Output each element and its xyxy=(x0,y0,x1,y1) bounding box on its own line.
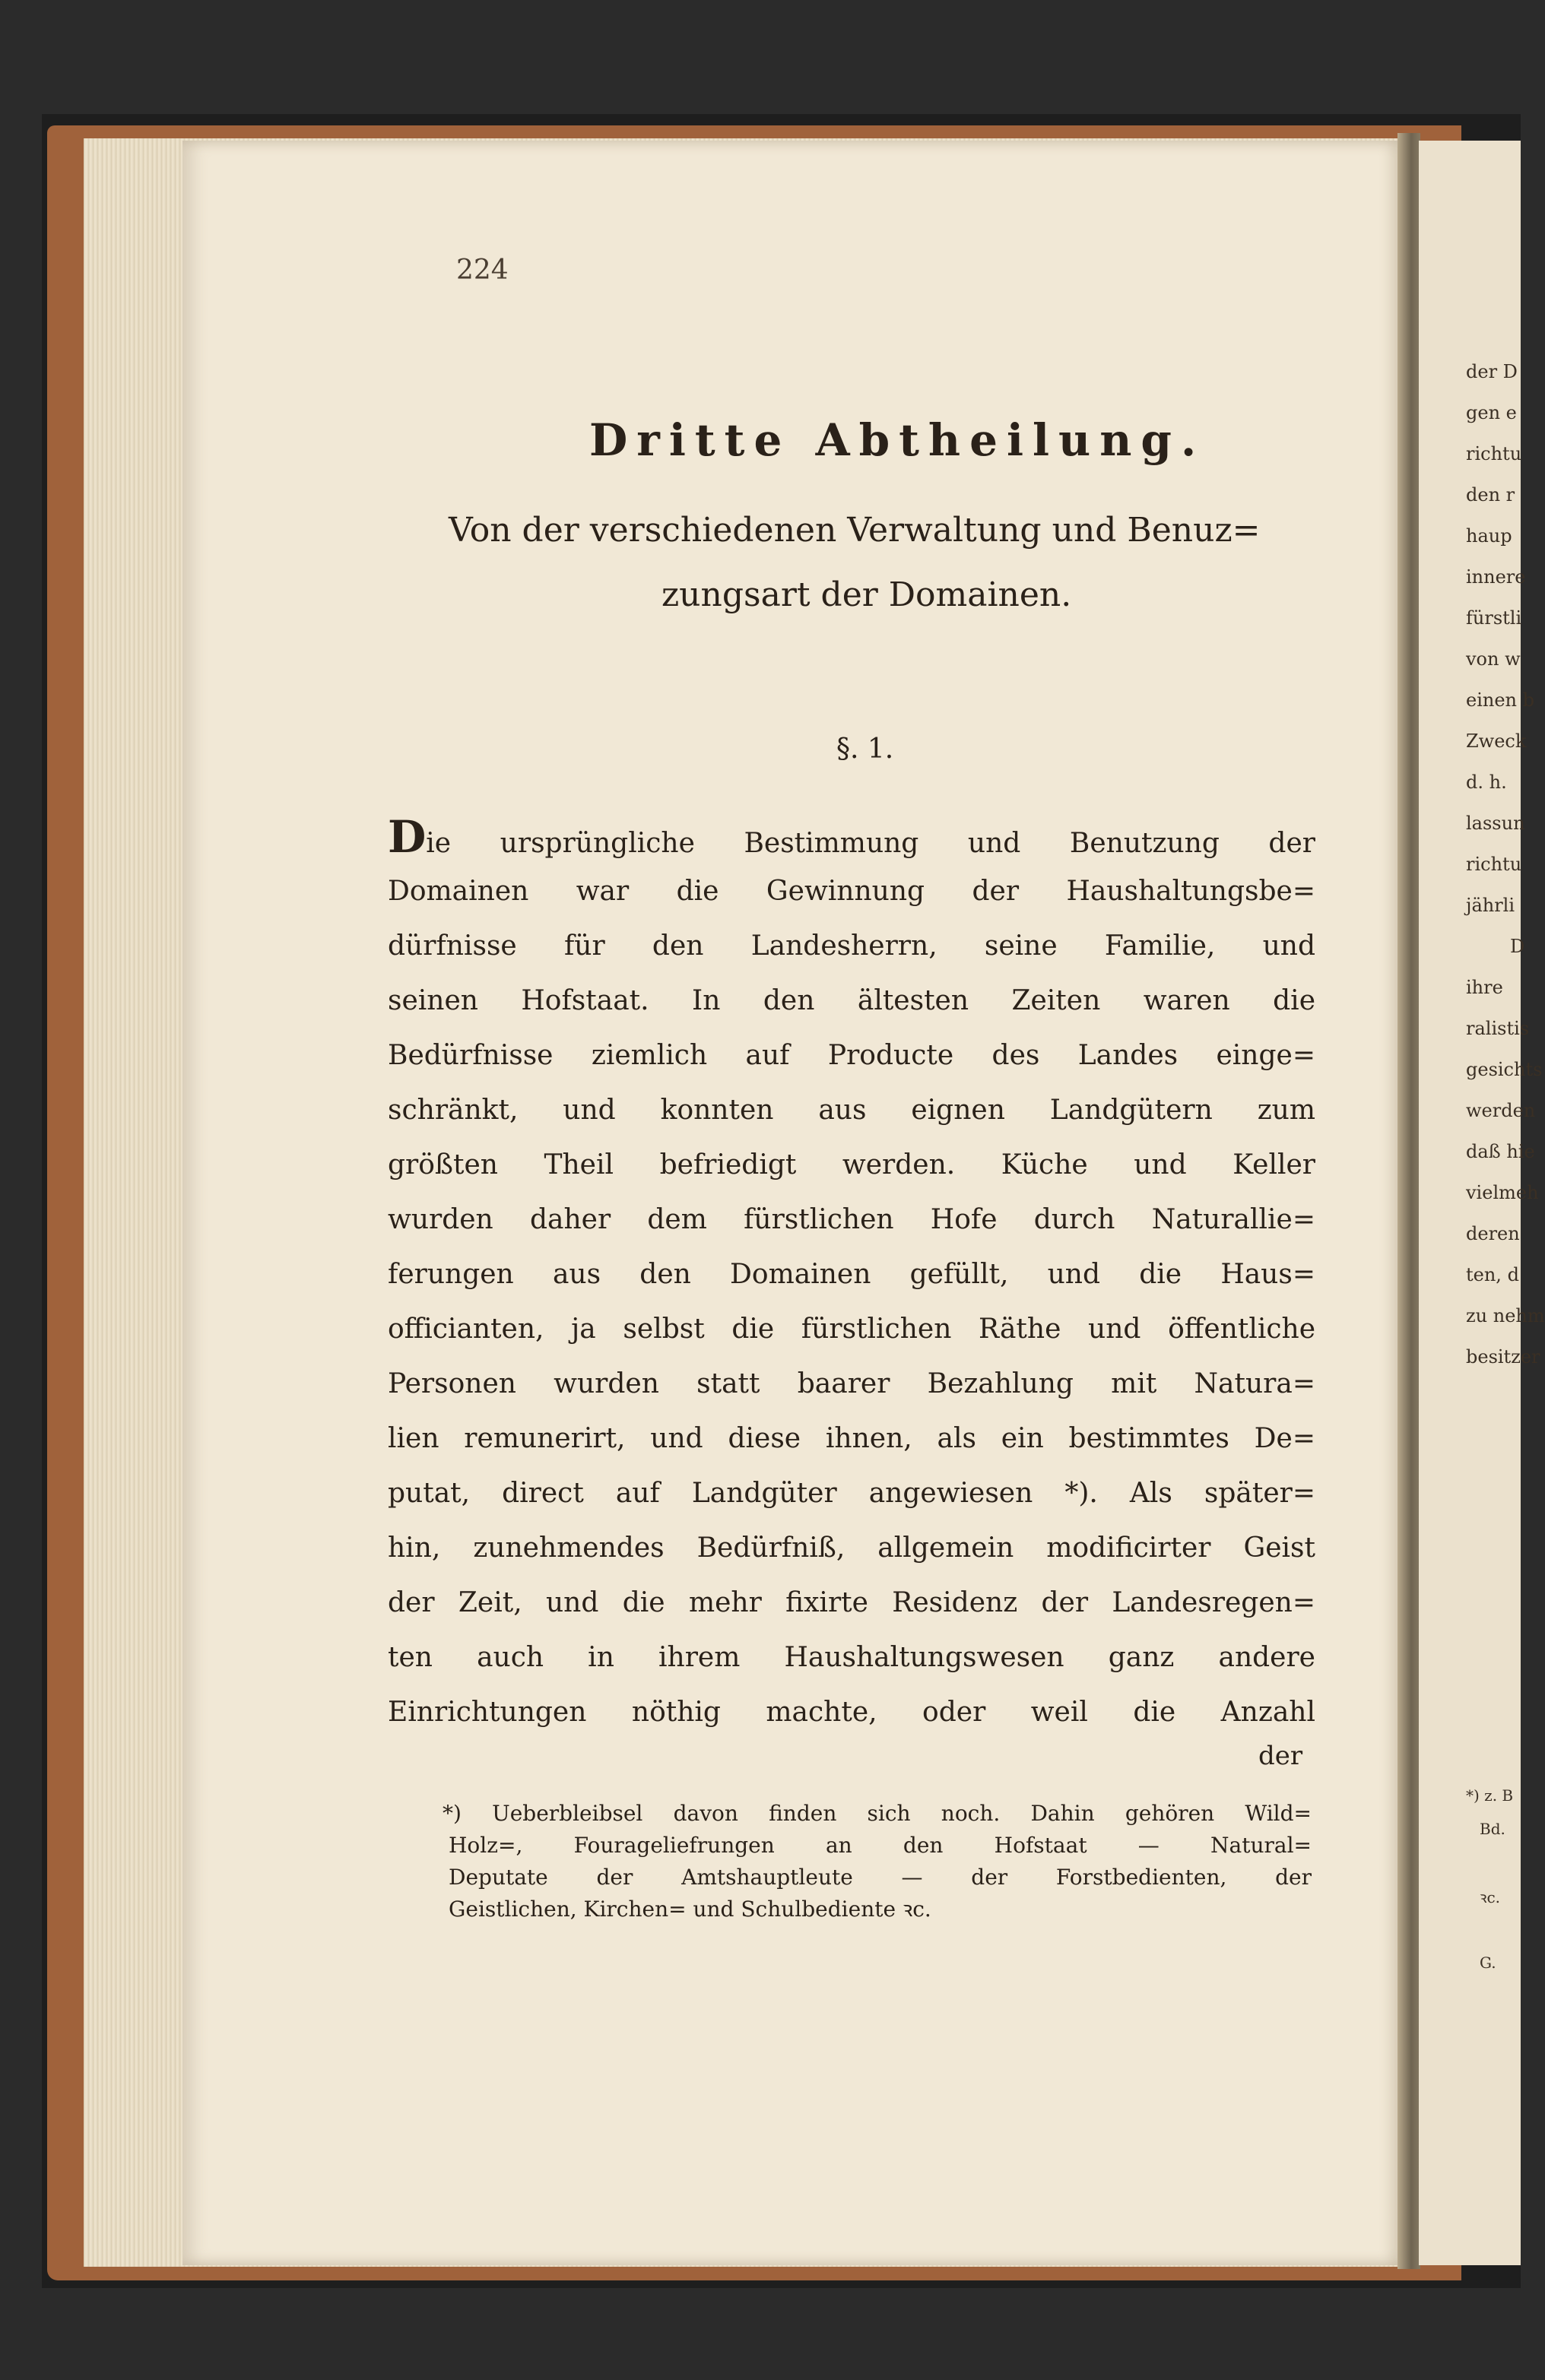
facing-page-fragment: zu nehm xyxy=(1466,1305,1545,1326)
footnote-line: Holz=, Fourageliefrungen an den Hofstaat — Natural= xyxy=(449,1833,1312,1858)
facing-page-fragment: gesichts xyxy=(1466,1059,1543,1080)
facing-page-fragment: innere xyxy=(1466,566,1526,588)
facing-page-fragment: D xyxy=(1510,936,1525,957)
facing-page-fragment: einen b xyxy=(1466,689,1534,711)
chapter-subtitle-line-2: zungsart der Domainen. xyxy=(661,575,1072,614)
body-line: größten Theil befriedigt werden. Küche und Keller xyxy=(388,1149,1315,1180)
body-text xyxy=(388,810,1315,1740)
facing-page xyxy=(1419,141,1545,2265)
catchword: der xyxy=(1258,1741,1303,1771)
body-line: putat, direct auf Landgüter angewiesen *). Als später= xyxy=(388,1478,1315,1509)
facing-page-footnote-fragment: Bd. xyxy=(1480,1820,1505,1838)
facing-page-footnote-fragment: *) z. B xyxy=(1466,1786,1514,1805)
facing-page-fragment: ten, d xyxy=(1466,1264,1519,1285)
facing-page-fragment: werden xyxy=(1466,1100,1536,1121)
chapter-subtitle-line-1: Von der verschiedenen Verwaltung und Benuz= xyxy=(449,511,1261,550)
body-line: wurden daher dem fürstlichen Hofe durch Naturallie= xyxy=(388,1204,1315,1235)
facing-page-fragment: Zweck xyxy=(1466,730,1527,752)
facing-page-footnote-fragment: G. xyxy=(1480,1954,1496,1972)
drop-cap: D xyxy=(388,811,427,863)
body-line: dürfnisse für den Landesherrn, seine Familie, und xyxy=(388,930,1315,962)
facing-page-fragment: d. h. xyxy=(1466,772,1507,793)
book-gutter xyxy=(1397,133,1420,2269)
body-line: schränkt, und konnten aus eignen Landgütern zum xyxy=(388,1095,1315,1126)
facing-page-fragment: von w xyxy=(1466,648,1521,670)
body-line: lien remunerirt, und diese ihnen, als ein bestimmtes De= xyxy=(388,1423,1315,1454)
footnote-line: *) Ueberbleibsel davon finden sich noch. Dahin gehören Wild= xyxy=(443,1801,1312,1826)
facing-page-fragment: gen e xyxy=(1466,402,1517,423)
body-line xyxy=(388,810,1315,864)
facing-page-fragment: ihre xyxy=(1466,977,1503,998)
body-line-text: ie ursprüngliche Bestimmung und Benutzung der xyxy=(426,828,1315,859)
facing-page-fragment: vielmeh xyxy=(1466,1182,1539,1203)
facing-page-fragment: ralistis xyxy=(1466,1018,1530,1039)
facing-page-fragment: lassun xyxy=(1466,813,1525,834)
footnote-line: Geistlichen, Kirchen= und Schulbediente ꝛc. xyxy=(449,1897,931,1922)
facing-page-fragment: deren xyxy=(1466,1223,1520,1244)
facing-page-footnote-fragment: ꝛc. xyxy=(1480,1888,1501,1906)
page-number: 224 xyxy=(456,255,509,286)
body-line: Domainen war die Gewinnung der Haushaltungsbe= xyxy=(388,876,1315,907)
facing-page-fragment: fürstli xyxy=(1466,607,1522,629)
body-line: Personen wurden statt baarer Bezahlung mit Natura= xyxy=(388,1368,1315,1399)
footnote-line: Deputate der Amtshauptleute — der Forstbedienten, der xyxy=(449,1865,1312,1890)
body-line: seinen Hofstaat. In den ältesten Zeiten waren die xyxy=(388,985,1315,1016)
facing-page-fragment: den r xyxy=(1466,484,1515,505)
facing-page-fragment: der D xyxy=(1466,361,1518,382)
body-line: ten auch in ihrem Haushaltungswesen ganz andere xyxy=(388,1642,1315,1673)
facing-page-fragment: richtu xyxy=(1466,443,1522,464)
body-line: der Zeit, und die mehr fixirte Residenz der Landesregen= xyxy=(388,1587,1315,1618)
body-line: hin, zunehmendes Bedürfniß, allgemein modificirter Geist xyxy=(388,1532,1315,1564)
body-line: officianten, ja selbst die fürstlichen Räthe und öffentliche xyxy=(388,1314,1315,1345)
facing-page-fragment: besitzer xyxy=(1466,1346,1540,1367)
chapter-title-text: Dritte Abtheilung. xyxy=(589,414,1206,466)
facing-page-fragment: haup xyxy=(1466,525,1512,547)
facing-page-fragment: jährli xyxy=(1466,895,1515,916)
section-heading: §. 1. xyxy=(836,734,894,765)
footnotes xyxy=(443,1798,1312,1925)
facing-page-fragment: richtu xyxy=(1466,854,1522,875)
body-line: ferungen aus den Domainen gefüllt, und die Haus= xyxy=(388,1259,1315,1290)
body-line: Bedürfnisse ziemlich auf Producte des Landes einge= xyxy=(388,1040,1315,1071)
facing-page-fragment: daß hie xyxy=(1466,1141,1535,1162)
body-line: Einrichtungen nöthig machte, oder weil die Anzahl xyxy=(388,1697,1315,1728)
